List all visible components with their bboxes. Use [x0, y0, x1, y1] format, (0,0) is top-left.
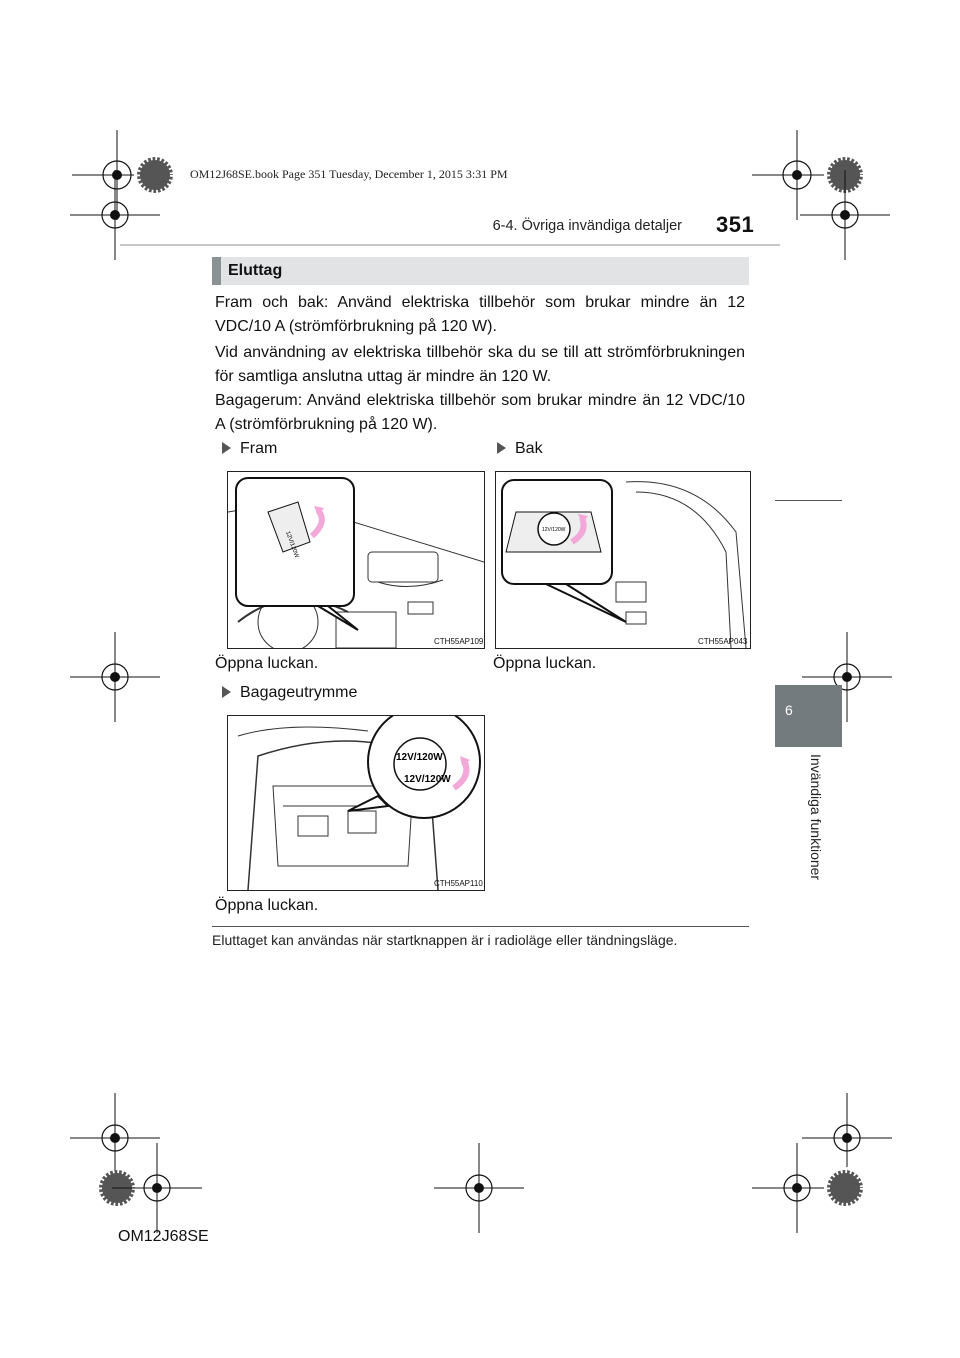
front-illustration	[228, 472, 484, 648]
rear-illustration	[496, 472, 750, 648]
triangle-bullet-icon	[497, 442, 506, 454]
registration-mark-bottom-center	[434, 1143, 524, 1233]
caption-luggage: Öppna luckan.	[215, 897, 319, 914]
section-heading-bar	[212, 257, 221, 285]
figure-rear	[495, 471, 751, 649]
note-text: Eluttaget kan användas när startknappen är i radioläge eller tändningsläge.	[212, 932, 678, 948]
section-heading: Eluttag	[228, 262, 283, 279]
label-luggage	[222, 684, 357, 702]
luggage-plate-bottom: 12V/120W	[404, 774, 451, 785]
front-plate-label: 12V/120W	[284, 530, 300, 560]
registration-starburst-bottom-right	[800, 1143, 890, 1233]
paragraph-luggage: Bagagerum: Använd elektriska tillbehör som brukar mindre än 12 VDC/10 A (strömförbrukning på 120 W).	[215, 392, 745, 433]
label-front	[222, 440, 277, 458]
page-number: 351	[716, 212, 755, 237]
side-tab-line	[775, 500, 842, 501]
figure-luggage	[227, 715, 485, 891]
document-code: OM12J68SE	[118, 1228, 209, 1245]
paragraph-total-power: Vid användning av elektriska tillbehör ska du se till att strömförbrukningen för samtliga anslutna uttag är mindre än 120 W.	[215, 344, 745, 385]
figure-luggage-code: CTH55AP110	[434, 879, 483, 888]
section-title: 6-4. Övriga invändiga detaljer	[492, 218, 682, 234]
note-rule	[212, 926, 749, 927]
registration-mark-right-upper	[800, 170, 890, 260]
caption-front: Öppna luckan.	[215, 655, 319, 672]
figure-front-code: CTH55AP109	[434, 637, 484, 646]
chapter-number: 6	[785, 702, 793, 718]
paragraph-front-rear: Fram och bak: Använd elektriska tillbehör som brukar mindre än 12 VDC/10 A (strömförbrukning på 120 W).	[215, 294, 745, 335]
caption-rear: Öppna luckan.	[493, 655, 597, 672]
book-info: OM12J68SE.book Page 351 Tuesday, December 1, 2015 3:31 PM	[190, 167, 508, 181]
registration-mark-left-middle	[70, 632, 160, 722]
header-rule	[120, 244, 780, 246]
chapter-title: Invändiga funktioner	[808, 754, 824, 881]
figure-rear-code: CTH55AP043	[698, 637, 748, 646]
registration-mark-bottom-left	[112, 1143, 202, 1233]
registration-mark-left-upper	[70, 170, 160, 260]
label-rear	[497, 440, 543, 458]
section-heading-box	[212, 257, 749, 285]
label-rear-text: Bak	[515, 440, 543, 457]
luggage-illustration	[228, 716, 484, 890]
rear-plate-label: 12V/120W	[542, 527, 566, 533]
label-front-text: Fram	[240, 440, 278, 457]
triangle-bullet-icon	[222, 442, 231, 454]
label-luggage-text: Bagageutrymme	[240, 684, 358, 701]
luggage-plate-top: 12V/120W	[396, 752, 443, 763]
triangle-bullet-icon	[222, 686, 231, 698]
figure-front	[227, 471, 485, 649]
